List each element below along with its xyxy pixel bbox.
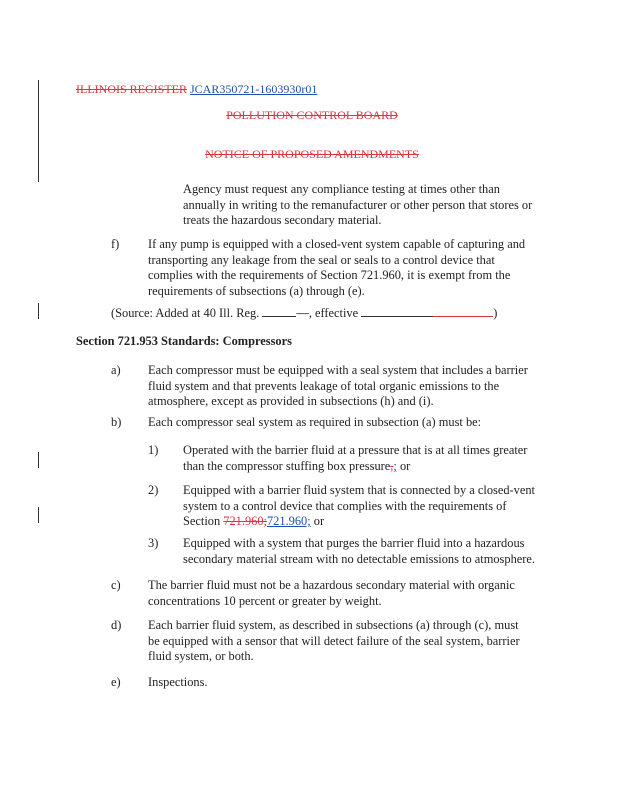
item-b1-inserted: ; (393, 458, 397, 473)
item-b1-deleted: , (390, 458, 394, 473)
item-b-label: b) (111, 415, 122, 429)
register-inserted: JCAR350721-1603930r01 (190, 82, 318, 96)
effective-blank (361, 306, 433, 317)
item-b2-deleted: 721.960; (223, 514, 267, 528)
effective-blank-deleted (433, 306, 493, 317)
item-b1-tail: or (396, 458, 411, 473)
change-bar (38, 507, 39, 523)
item-b2-text (183, 483, 538, 530)
item-b2-main: Equipped with a barrier fluid system that is connected by a closed-vent system to a control device that complies with the requirements of Section (183, 483, 535, 528)
item-b2-inserted: 721.960; (266, 514, 311, 528)
change-bar (38, 303, 39, 319)
section-heading: Section 721.953 Standards: Compressors (76, 334, 292, 348)
item-e-label: e) (111, 675, 121, 689)
item-e-text: Inspections. (148, 675, 208, 689)
item-f-text: If any pump is equipped with a closed-vent system capable of capturing and transporting any leakage from the seal or seals to a control device that complies with the requirements of Section 721.960, it is exempt from the requirements of subsections (a) through (e). (148, 237, 526, 298)
item-b1-text (183, 443, 545, 474)
reg-blank (262, 306, 296, 317)
source-note (111, 306, 497, 321)
register-header (76, 82, 317, 97)
source-prefix: (Source: Added at 40 Ill. Reg. (111, 306, 263, 320)
change-bar (38, 80, 39, 182)
item-b-text: Each compressor seal system as required in subsection (a) must be: (148, 415, 482, 429)
item-b2-tail: or (310, 514, 325, 528)
item-f-label: f) (111, 237, 120, 251)
source-middle: , effective (308, 306, 362, 320)
reg-deleted: — (296, 306, 309, 320)
item-b3-label: 3) (148, 536, 159, 550)
item-b3-text: Equipped with a system that purges the barrier fluid into a hazardous secondary material stream with no detectable emissions to atmosphere. (183, 536, 535, 566)
item-c-text: The barrier fluid must not be a hazardous secondary material with organic concentrations 10 percent or greater by weight. (148, 578, 515, 608)
change-bar (38, 452, 39, 468)
source-suffix: ) (493, 306, 498, 320)
notice-title: NOTICE OF PROPOSED AMENDMENTS (205, 147, 419, 161)
item-b1-main: Operated with the barrier fluid at a pressure that is at all times greater than the compressor stuffing box pressure (183, 443, 528, 473)
item-b1-label: 1) (148, 443, 159, 457)
item-b2-label: 2) (148, 483, 159, 497)
item-d-text: Each barrier fluid system, as described in subsections (a) through (c), must be equipped with a sensor that will detect failure of the seal system, barrier fluid system, or both. (148, 618, 520, 663)
register-deleted: ILLINOIS REGISTER (76, 82, 187, 96)
continuation-paragraph: Agency must request any compliance testing at times other than annually in writing to the remanufacturer or other person that stores or treats the hazardous secondary material. (183, 182, 533, 227)
item-a-text: Each compressor must be equipped with a seal system that includes a barrier fluid system and that prevents leakage of total organic emissions to the atmosphere, except as provided in subsections (h) and (i). (148, 363, 528, 408)
item-c-label: c) (111, 578, 121, 592)
board-title: POLLUTION CONTROL BOARD (226, 108, 398, 122)
item-a-label: a) (111, 363, 121, 377)
item-d-label: d) (111, 618, 122, 632)
